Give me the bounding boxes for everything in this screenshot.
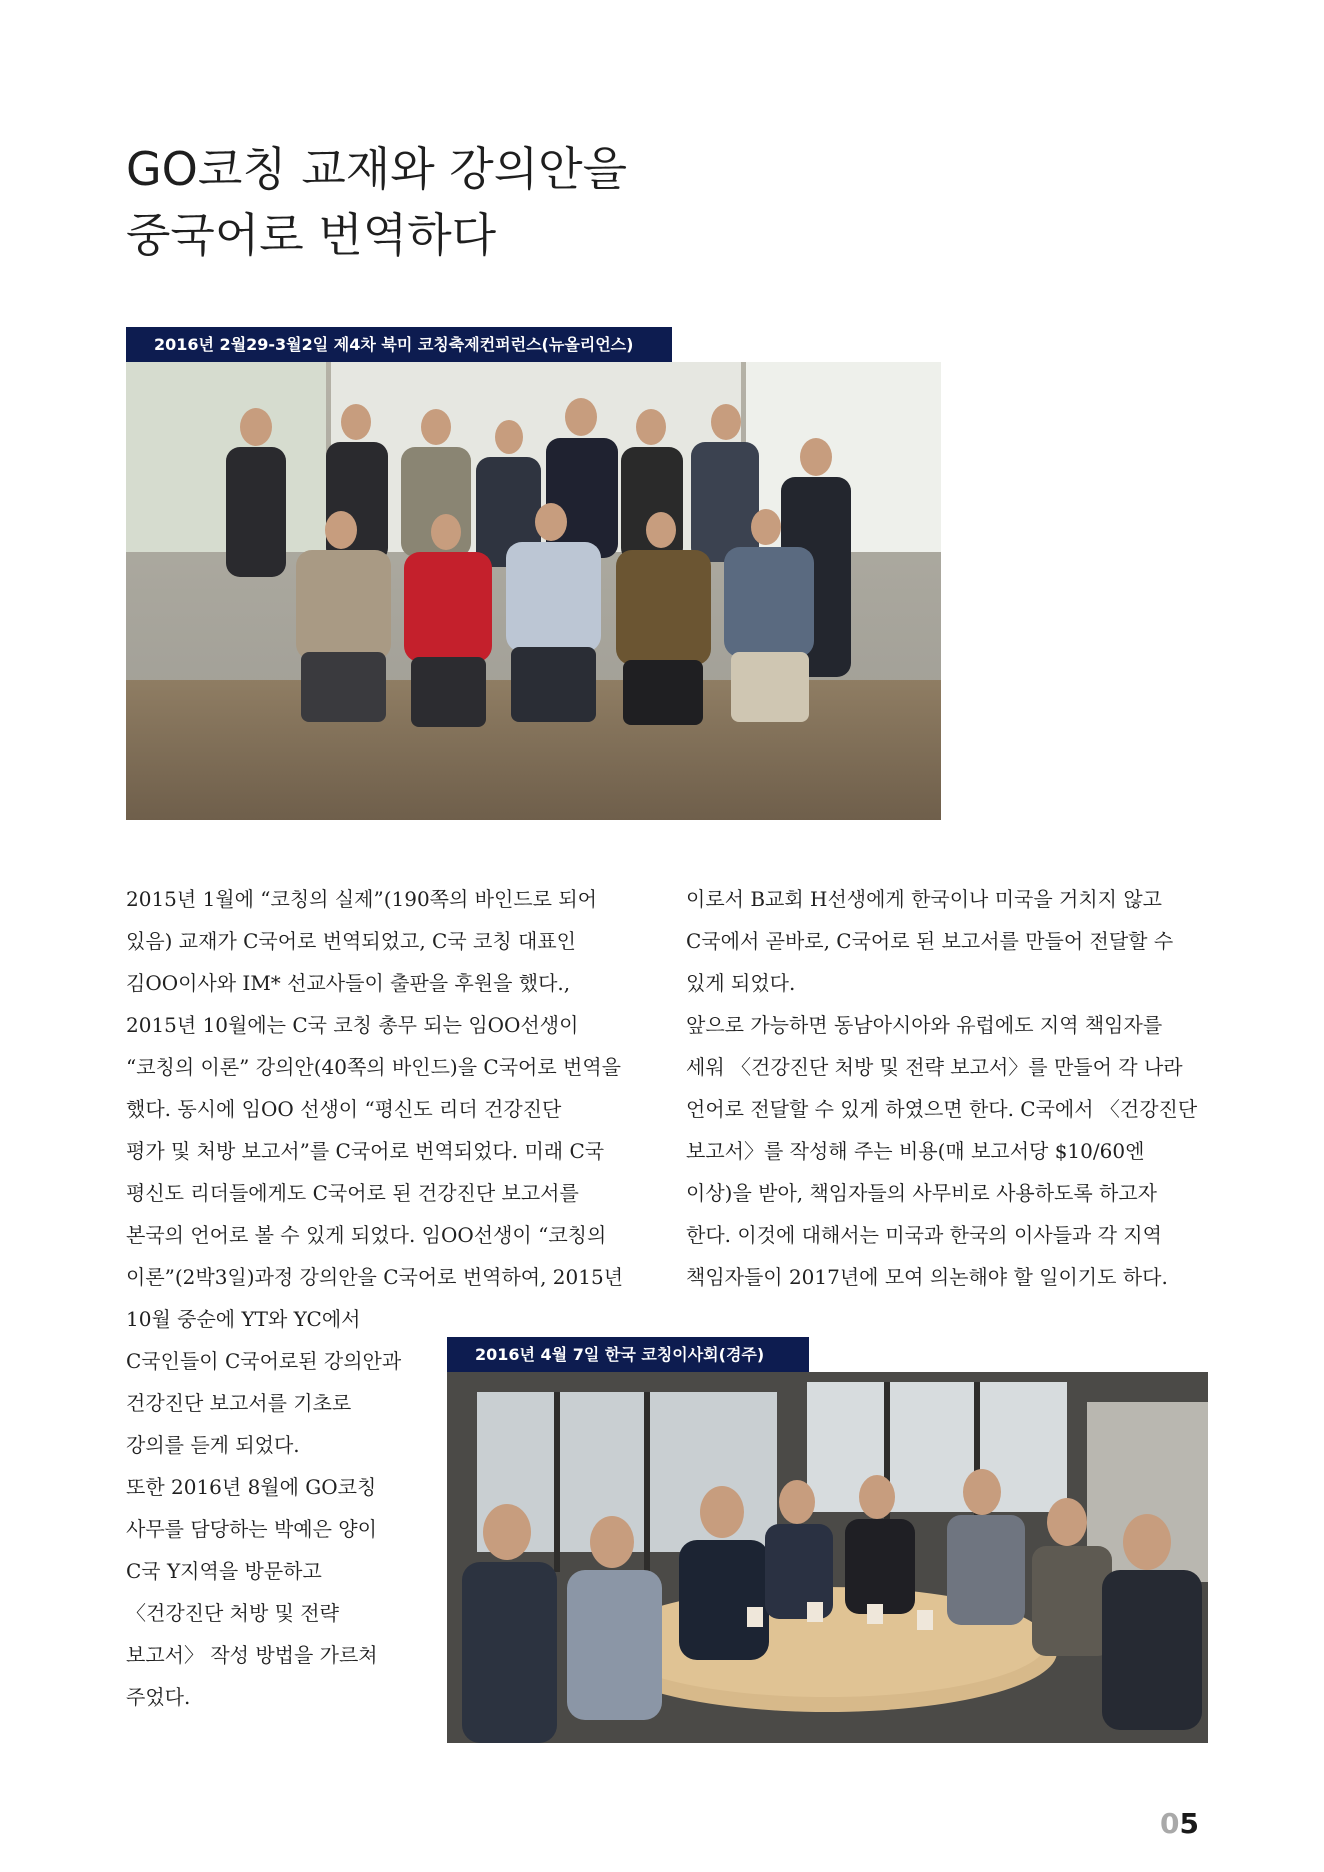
body-line: 김OO이사와 IM* 선교사들이 출판을 후원을 했다., [126,971,571,995]
body-line: 이론”(2박3일)과정 강의안을 C국어로 번역하여, 2015년 [126,1265,624,1289]
body-column-left-continued [126,1298,401,1718]
photo-caption-board-meeting: 2016년 4월 7일 한국 코칭이사회(경주) [447,1337,809,1373]
body-line: “코칭의 이론” 강의안(40쪽의 바인드)을 C국어로 번역을 [126,1055,621,1079]
body-line: 평신도 리더들에게도 C국어로 된 건강진단 보고서를 [126,1181,579,1205]
body-line: 건강진단 보고서를 기초로 [126,1391,352,1415]
body-column-left [126,878,623,1298]
body-line: 앞으로 가능하면 동남아시아와 유럽에도 지역 책임자를 [686,1013,1163,1037]
body-line: 언어로 전달할 수 있게 하였으면 한다. C국에서 〈건강진단 [686,1097,1198,1121]
page-title [126,136,1126,268]
body-line: 〈건강진단 처방 및 전략 [126,1601,339,1625]
body-line: 이상)을 받아, 책임자들의 사무비로 사용하도록 하고자 [686,1181,1157,1205]
body-line: C국인들이 C국어로된 강의안과 [126,1349,402,1373]
body-line: 주었다. [126,1685,191,1709]
photo-caption-conference: 2016년 2월29-3월2일 제4차 북미 코칭축제컨퍼런스(뉴올리언스) [126,327,672,363]
body-line: 본국의 언어로 볼 수 있게 되었다. 임OO선생이 “코칭의 [126,1223,607,1247]
body-line: 보고서〉 작성 방법을 가르쳐 [126,1643,378,1667]
title-line-1: GO코칭 교재와 강의안을 [126,142,628,196]
body-line: 사무를 담당하는 박예은 양이 [126,1517,377,1541]
body-line: 강의를 듣게 되었다. [126,1433,300,1457]
body-line: C국에서 곧바로, C국어로 된 보고서를 만들어 전달할 수 [686,929,1174,953]
body-line: 2015년 1월에 “코칭의 실제”(190쪽의 바인드로 되어 [126,887,597,911]
body-line: 세워 〈건강진단 처방 및 전략 보고서〉를 만들어 각 나라 [686,1055,1183,1079]
body-line: 보고서〉를 작성해 주는 비용(매 보고서당 $10/60엔 [686,1139,1145,1163]
page-number [1160,1808,1199,1840]
body-line: 2015년 10월에는 C국 코칭 총무 되는 임OO선생이 [126,1013,579,1037]
conference-group-photo [126,362,941,820]
title-line-2: 중국어로 번역하다 [126,208,497,262]
body-line: C국 Y지역을 방문하고 [126,1559,322,1583]
body-line: 한다. 이것에 대해서는 미국과 한국의 이사들과 각 지역 [686,1223,1162,1247]
body-line: 또한 2016년 8월에 GO코칭 [126,1475,377,1499]
page-number-digit: 5 [1179,1807,1199,1840]
body-column-right [686,878,1197,1298]
page-number-prefix: 0 [1160,1807,1180,1840]
body-line: 이로서 B교회 H선생에게 한국이나 미국을 거치지 않고 [686,887,1163,911]
body-line: 있게 되었다. [686,971,796,995]
body-line: 했다. 동시에 임OO 선생이 “평신도 리더 건강진단 [126,1097,562,1121]
body-line: 있음) 교재가 C국어로 번역되었고, C국 코칭 대표인 [126,929,576,953]
body-line: 평가 및 처방 보고서”를 C국어로 번역되었다. 미래 C국 [126,1139,605,1163]
body-line: 10월 중순에 YT와 YC에서 [126,1307,361,1331]
body-line: 책임자들이 2017년에 모여 의논해야 할 일이기도 하다. [686,1265,1168,1289]
board-meeting-photo [447,1372,1208,1743]
